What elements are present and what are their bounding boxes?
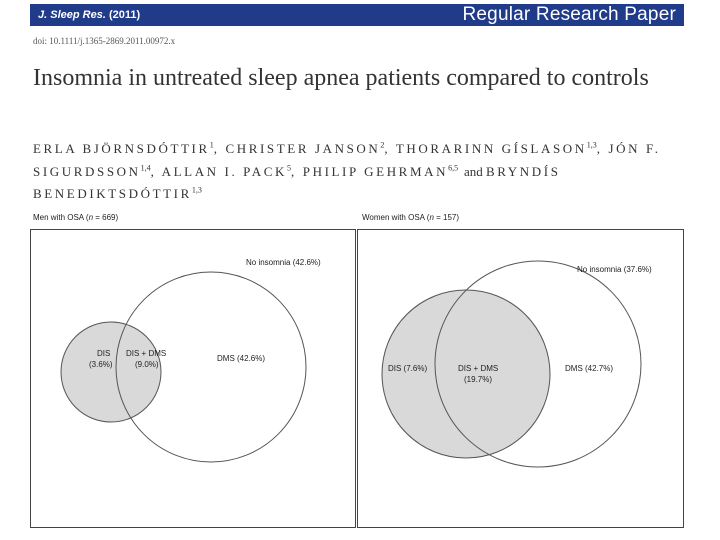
doi: doi: 10.1111/j.1365-2869.2011.00972.x [33, 36, 176, 46]
men-venn-panel [30, 229, 356, 528]
author [303, 164, 464, 179]
women-venn-panel [357, 229, 684, 528]
author-name: CHRISTER JANSON [225, 141, 381, 157]
author: ERLA BJÖRNSDÓTTIR$^1$, [33, 141, 226, 157]
author-affiliation: 1,3 [191, 185, 202, 195]
men-no-insomnia-label: No insomnia (42.6%) [246, 258, 321, 267]
men-label-n: n [88, 213, 94, 222]
men-dis-circle [61, 322, 161, 422]
journal-name [38, 9, 140, 21]
author-affiliation: 2 [380, 141, 385, 150]
men-panel-label [33, 213, 118, 222]
author-name: ALLAN I. PACK [161, 163, 288, 179]
author-affiliation: 1,3 [586, 141, 597, 150]
women-dis-circle [382, 290, 550, 458]
author-name: THORARINN GÍSLASON [395, 141, 587, 157]
author-affiliation: 1,4 [140, 163, 151, 173]
women-dis-label: DIS (7.6%) [388, 364, 428, 373]
women-dms-label: DMS (42.7%) [565, 364, 614, 373]
journal-title: J. Sleep Res. [38, 9, 106, 21]
author-name: PHILIP GEHRMAN [302, 163, 449, 179]
men-venn-diagram [31, 230, 355, 527]
author-affiliation: 6,5 [448, 163, 459, 173]
women-label-suffix: = 157) [433, 213, 460, 222]
men-label-prefix: Men with OSA ( [33, 213, 89, 222]
paper-title: Insomnia in untreated sleep apnea patients compared to controls [33, 65, 649, 91]
journal-banner [30, 4, 684, 26]
author: THORARINN GÍSLASON$^{1,3}$, [395, 141, 609, 157]
author-list [33, 136, 673, 203]
author: CHRISTER JANSON$^2$, [225, 141, 396, 157]
author: ALLAN I. PACK$^5$, [161, 163, 303, 179]
paper-type: Regular Research Paper [462, 4, 676, 25]
journal-year: (2011) [108, 9, 141, 21]
author-name: ERLA BJÖRNSDÓTTIR [33, 141, 210, 157]
men-label-suffix: = 669) [93, 213, 119, 222]
men-both-label: DIS + DMS [126, 349, 167, 358]
women-venn-diagram [358, 230, 683, 527]
author-affiliation: 1 [209, 141, 214, 150]
men-dms-label: DMS (42.6%) [217, 354, 266, 363]
women-no-insomnia-label: No insomnia (37.6%) [577, 265, 652, 274]
author-name: JÓN F. SIGURDSSON [33, 141, 661, 179]
women-both-label: DIS + DMS [458, 364, 499, 373]
men-dis-value: (3.6%) [89, 360, 113, 369]
women-both-value: (19.7%) [464, 375, 493, 384]
women-panel-label [362, 213, 459, 222]
men-dis-label: DIS [97, 349, 111, 358]
author-affiliation: 5 [287, 163, 292, 173]
women-label-n: n [429, 213, 434, 222]
women-label-prefix: Women with OSA ( [362, 213, 430, 222]
author-name: and BRYNDÍS BENEDIKTSDÓTTIR [33, 163, 561, 201]
author: JÓN F. SIGURDSSON$^{1,4}$, [33, 141, 661, 179]
men-both-value: (9.0%) [135, 360, 159, 369]
